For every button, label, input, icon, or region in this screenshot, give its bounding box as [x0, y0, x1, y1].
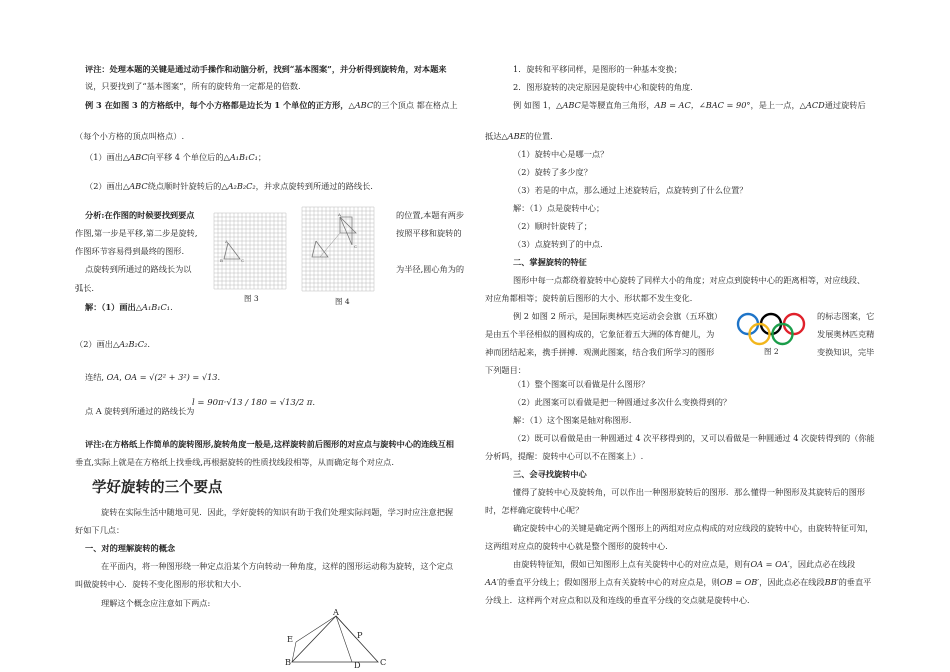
label-b: B [285, 657, 292, 667]
figure-2-caption: 图 2 [764, 347, 779, 356]
analysis-line-1: 分析:在作图的时候要找到要点 [85, 210, 195, 220]
example-1-stem: 例 如图 1，△ABC是等腰直角三角形，AB = AC，∠BAC = 90°，是上一点，△ACD通过旋转后 [513, 100, 866, 110]
label-p: P [357, 630, 363, 640]
note-line: 理解这个概念应注意如下两点: [101, 598, 211, 608]
ex1-solution-3: （3）点旋转到了的中点． [513, 239, 609, 249]
ex2-question-1: （1）整个图案可以看做是什么图形？ [513, 379, 650, 389]
analysis-line-2: 作图,第一步是平移,第二步是旋转, [75, 228, 198, 238]
analysis-line-4: 点旋转到所通过的路线长为以 [85, 264, 192, 274]
analysis-line-5: 弧长. [75, 283, 94, 293]
feature-line-2: 对应角都相等；旋转前后图形的大小、形状都不发生变化． [485, 293, 698, 303]
path-length-formula: l = 90π·√13 / 180 = √13/2 π. [192, 398, 316, 408]
svg-text:C: C [241, 258, 245, 263]
question-2: （2）画出△ABC绕点顺时针旋转后的△A₂B₂C₂，并求点旋转到所通过的路线长. [85, 181, 373, 191]
ex1-question-1: （1）旋转中心是哪一点？ [513, 149, 609, 159]
example-3-stem-cont: （每个小方格的顶点叫格点）. [75, 131, 185, 141]
ex1-question-2: （2）旋转了多少度？ [513, 167, 592, 177]
example-1-stem-cont: 抵达△ABE的位置． [485, 131, 559, 141]
example-2-line-3-right: 变换知识，完毕 [817, 347, 875, 357]
center-line-1: 懂得了旋转中心及旋转角，可以作出一种图形旋转后的图形．那么懂得一种图形及其旋转后的图形 [513, 487, 866, 497]
analysis-line-2-right: 按照平移和旋转的 [396, 228, 462, 238]
example-2-line-1-right: 的标志图案，它 [817, 311, 875, 321]
question-1: （1）画出△ABC向平移 4 个单位后的△A₁B₁C₁； [85, 152, 267, 162]
example-2-line-2: 是由五个半径相似的圆构成的，它象征着五大洲的体育健儿，为 [485, 329, 715, 339]
analysis-line-4-right: 为半径,圆心角为的 [396, 264, 465, 274]
olympic-rings-figure [735, 310, 807, 348]
intro-line-2: 好如下几点： [75, 525, 125, 535]
analysis-line-1-right: 的位置,本题有两步 [396, 210, 465, 220]
ex2-solution-1: 解：（1）这个图案是轴对称图形. [513, 415, 632, 425]
remark-2-cont: 垂直,实际上就是在方格纸上找垂线,再根据旋转的性质找线段相等，从而确定每个对应点. [75, 457, 394, 467]
ex1-question-3: （3）若是的中点，那么通过上述旋转后，点旋转到了什么位置？ [513, 185, 748, 195]
connect-line: 连结, OA, OA = √(2² + 3²) = √13. [85, 372, 221, 382]
svg-text:A: A [225, 239, 228, 244]
intro-line-1: 旋转在实际生活中随地可见．因此，学好旋转的知识有助于我们处理实际问题，学习时应注意把握 [101, 507, 454, 517]
svg-text:A: A [338, 212, 341, 217]
section-1-heading: 一、对的理解旋转的概念 [85, 543, 176, 553]
right-column [475, 0, 950, 672]
remark-1-cont: 说，只要找到了“基本图案”，所有的旋转角一定都是的倍数. [85, 81, 301, 91]
center-line-7: 分线上．这样两个对应点和以及和连线的垂直平分线的交点就是旋转中心． [485, 595, 756, 605]
ex2-solution-2: （2）既可以看做是由一种圆通过 4 次平移得到的，又可以看做是一种圆通过 4 次旋转得到的（你能 [513, 433, 875, 443]
center-line-5: 由旋转特征知，假如已知图形上点有关旋转中心的对应点是，则有OA = OA′，因此点必在线段 [513, 559, 856, 569]
ex1-solution-1: 解：（1）点是旋转中心； [513, 203, 605, 213]
remark-1: 评注：处理本题的关键是通过动手操作和动脑分析，找到“基本图案”，并分析得到旋转角，对本题来 [85, 64, 447, 74]
example-2-line-2-right: 发展奥林匹克精 [817, 329, 875, 339]
example-2-line-3: 神而团结起来，携手拼搏．观测此图案，结合我们所学习的图形 [485, 347, 715, 357]
label-c: C [380, 657, 387, 667]
section-3-heading: 三、会寻找旋转中心 [513, 469, 587, 479]
ex2-question-2: （2）此图案可以看做是把一种圆通过多次什么变换得到的？ [513, 397, 732, 407]
figure-4-caption: 图 4 [335, 297, 350, 306]
definition-line-1: 在平面内，将一种图形绕一种定点沿某个方向转动一种角度，这样的图形运动称为旋转，这个定点 [101, 561, 454, 571]
definition-line-2: 叫做旋转中心．旋转不变化图形的形状和大小． [75, 579, 247, 589]
point-1: 1．旋转和平移同样，是图形的一种基本变换； [513, 64, 682, 74]
article-title: 学好旋转的三个要点 [92, 480, 223, 496]
example-2-line-4: 下列题目： [485, 365, 526, 375]
feature-line-1: 图形中每一点都绕着旋转中心旋转了同样大小的角度；对应点到旋转中心的距离相等，对应线段、 [513, 275, 866, 285]
figure-4-grid [302, 207, 374, 291]
svg-text:B: B [220, 258, 223, 263]
label-d: D [354, 660, 361, 670]
center-line-6: AA′的垂直平分线上；假如图形上点有关旋转中心的对应点是，则OB = OB′，因此点必在线段BB′的垂直平 [485, 577, 872, 587]
point-2: 2．图形旋转的决定原因是旋转中心和旋转的角度． [513, 82, 699, 92]
section-2-heading: 二、掌握旋转的特征 [513, 257, 587, 267]
figure-3-grid [214, 213, 286, 289]
solution-2: （2）画出△A₂B₂C₂. [75, 339, 150, 349]
solution-1: 解：（1）画出△A₁B₁C₁. [85, 302, 173, 312]
remark-2: 评注:在方格纸上作简单的旋转图形,旋转角度一般是,这样旋转前后图形的对应点与旋转中心的连线互相 [85, 439, 454, 449]
label-a: A [333, 607, 339, 617]
example-3-stem: 例 3 在如图 3 的方格纸中，每个小方格都是边长为 1 个单位的正方形，△ABC的三个顶点 都在格点上 [85, 100, 458, 110]
analysis-line-3: 作图环节容易得到最终的图形. [75, 246, 185, 256]
center-line-4: 这两组对应点的旋转中心就是整个图形的旋转中心. [485, 541, 668, 551]
figure-3-caption: 图 3 [244, 294, 259, 303]
path-length: 点 A 旋转到所通过的路线长为 [85, 406, 195, 416]
svg-text:C: C [354, 244, 358, 249]
center-line-2: 时，怎样确定旋转中心呢？ [485, 505, 584, 515]
center-line-3: 确定旋转中心的关键是确定两个图形上的两组对应点构成的对应线段的旋转中心，由旋转特征可知， [513, 523, 874, 533]
label-e: E [287, 634, 293, 644]
example-2-line-1: 例 2 如图 2 所示，是国际奥林匹克运动会会旗（五环旗） [513, 311, 723, 321]
ex1-solution-2: （2）顺时针旋转了； [513, 221, 592, 231]
ex2-solution-2-cont: 分析吗，提醒：旋转中心可以不在图案上）. [485, 451, 644, 461]
